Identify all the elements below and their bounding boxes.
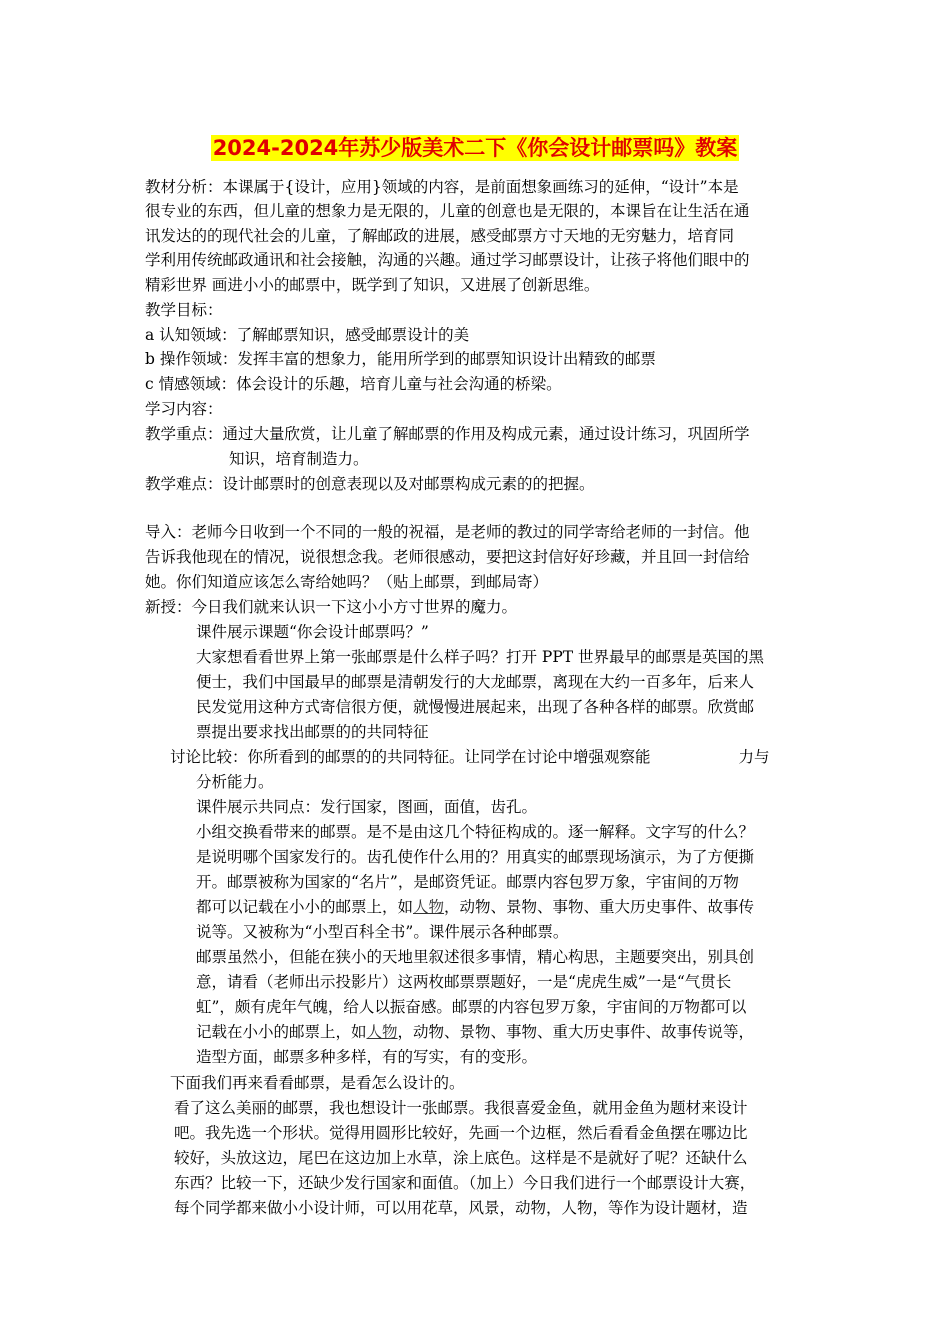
text-line: 开。邮票被称为国家的“名片”，是邮资凭证。邮票内容包罗万象，宇宙间的万物: [196, 873, 739, 891]
text-line: b 操作领域：发挥丰富的想象力，能用所学到的邮票知识设计出精致的邮票: [145, 350, 656, 368]
text-line: 便士，我们中国最早的邮票是清朝发行的大龙邮票，离现在大约一百多年，后来人: [196, 673, 755, 691]
text-line: 课件展示共同点：发行国家，图画，面值，齿孔。: [196, 798, 538, 816]
text-line: 民发觉用这种方式寄信很方便，就慢慢进展起来，出现了各种各样的邮票。欣赏邮: [196, 698, 755, 716]
text-line: 学习内容：: [145, 400, 223, 418]
text-line: 下面我们再来看看邮票，是看怎么设计的。: [170, 1074, 465, 1092]
text-line: 导入：老师今日收到一个不同的一般的祝福，是老师的教过的同学寄给老师的一封信。他: [145, 523, 750, 541]
text-line: 虹”，颇有虎年气魄，给人以振奋感。邮票的内容包罗万象，宇宙间的万物都可以: [196, 998, 747, 1016]
hyperlink-text[interactable]: 人物: [366, 1023, 398, 1041]
text-line: c 情感领域：体会设计的乐趣，培育儿童与社会沟通的桥梁。: [145, 375, 562, 393]
text-line: 看了这么美丽的邮票，我也想设计一张邮票。我很喜爱金鱼，就用金鱼为题材来设计: [174, 1099, 748, 1117]
text-line: 较好，头放这边，尾巴在这边加上水草，涂上底色。这样是不是就好了呢？还缺什么: [174, 1149, 748, 1167]
text-line: 教学目标：: [145, 301, 223, 319]
text-line: 造型方面，邮票多种多样，有的写实，有的变形。: [196, 1048, 538, 1066]
text-line: 记载在小小的邮票上，如人物，动物、景物、事物、重大历史事件、故事传说等，: [196, 1023, 755, 1041]
text-line: a 认知领域：了解邮票知识，感受邮票设计的美: [145, 326, 470, 344]
document-title: 2024-2024年苏少版美术二下《你会设计邮票吗》教案: [212, 136, 738, 160]
text-line: 知识，培育制造力。: [229, 450, 369, 468]
text-line: 讨论比较：你所看到的邮票的的共同特征。让同学在讨论中增强观察能 力与: [170, 748, 770, 766]
text-line: 新授：今日我们就来认识一下这小小方寸世界的魔力。: [145, 598, 518, 616]
text-line: 告诉我他现在的情况，说很想念我。老师很感动，要把这封信好好珍藏，并且回一封信给: [145, 548, 750, 566]
text-line: 教学重点：通过大量欣赏，让儿童了解邮票的作用及构成元素，通过设计练习，巩固所学: [145, 425, 750, 443]
text-line: 每个同学都来做小小设计师，可以用花草，风景，动物，人物，等作为设计题材，造: [174, 1199, 748, 1217]
text-line: 都可以记载在小小的邮票上，如人物，动物、景物、事物、重大历史事件、故事传: [196, 898, 755, 916]
text-line: 说等。又被称为“小型百科全书”。课件展示各种邮票。: [196, 923, 569, 941]
text-line: 她。你们知道应该怎么寄给她吗？（贴上邮票，到邮局寄）: [145, 573, 549, 591]
text-line: 教材分析：本课属于{设计，应用}领域的内容，是前面想象画练习的延伸，“设计”本是: [145, 178, 739, 196]
text-line: 是说明哪个国家发行的。齿孔使作什么用的？用真实的邮票现场演示，为了方便撕: [196, 848, 755, 866]
text-line: 东西？比较一下，还缺少发行国家和面值。（加上）今日我们进行一个邮票设计大赛，: [174, 1174, 756, 1192]
text-line: 小组交换看带来的邮票。是不是由这几个特征构成的。逐一解释。文字写的什么？: [196, 823, 755, 841]
text-line: 精彩世界 画进小小的邮票中，既学到了知识，又进展了创新思维。: [145, 276, 600, 294]
text-line: 邮票虽然小，但能在狭小的天地里叙述很多事情，精心构思，主题要突出，别具创: [196, 948, 755, 966]
text-line: 吧。我先选一个形状。觉得用圆形比较好，先画一个边框，然后看看金鱼摆在哪边比: [174, 1124, 748, 1142]
text-line: 很专业的东西，但儿童的想象力是无限的，儿童的创意也是无限的，本课旨在让生活在通: [145, 202, 750, 220]
text-line: 讯发达的的现代社会的儿童，了解邮政的进展，感受邮票方寸天地的无穷魅力，培育同: [145, 227, 735, 245]
text-line: 大家想看看世界上第一张邮票是什么样子吗？打开 PPT 世界最早的邮票是英国的黑: [196, 648, 765, 666]
text-line: 课件展示课题“你会设计邮票吗？”: [196, 623, 429, 641]
text-line: 学利用传统邮政通讯和社会接触，沟通的兴趣。通过学习邮票设计，让孩子将他们眼中的: [145, 251, 750, 269]
text-line: 教学难点：设计邮票时的创意表现以及对邮票构成元素的的把握。: [145, 475, 595, 493]
text-line: 分析能力。: [196, 773, 274, 791]
text-line: 票提出要求找出邮票的的共同特征: [196, 723, 429, 741]
text-line: 意，请看（老师出示投影片）这两枚邮票票题好，一是“虎虎生威”一是“气贯长: [196, 973, 732, 991]
hyperlink-text[interactable]: 人物: [413, 898, 445, 916]
